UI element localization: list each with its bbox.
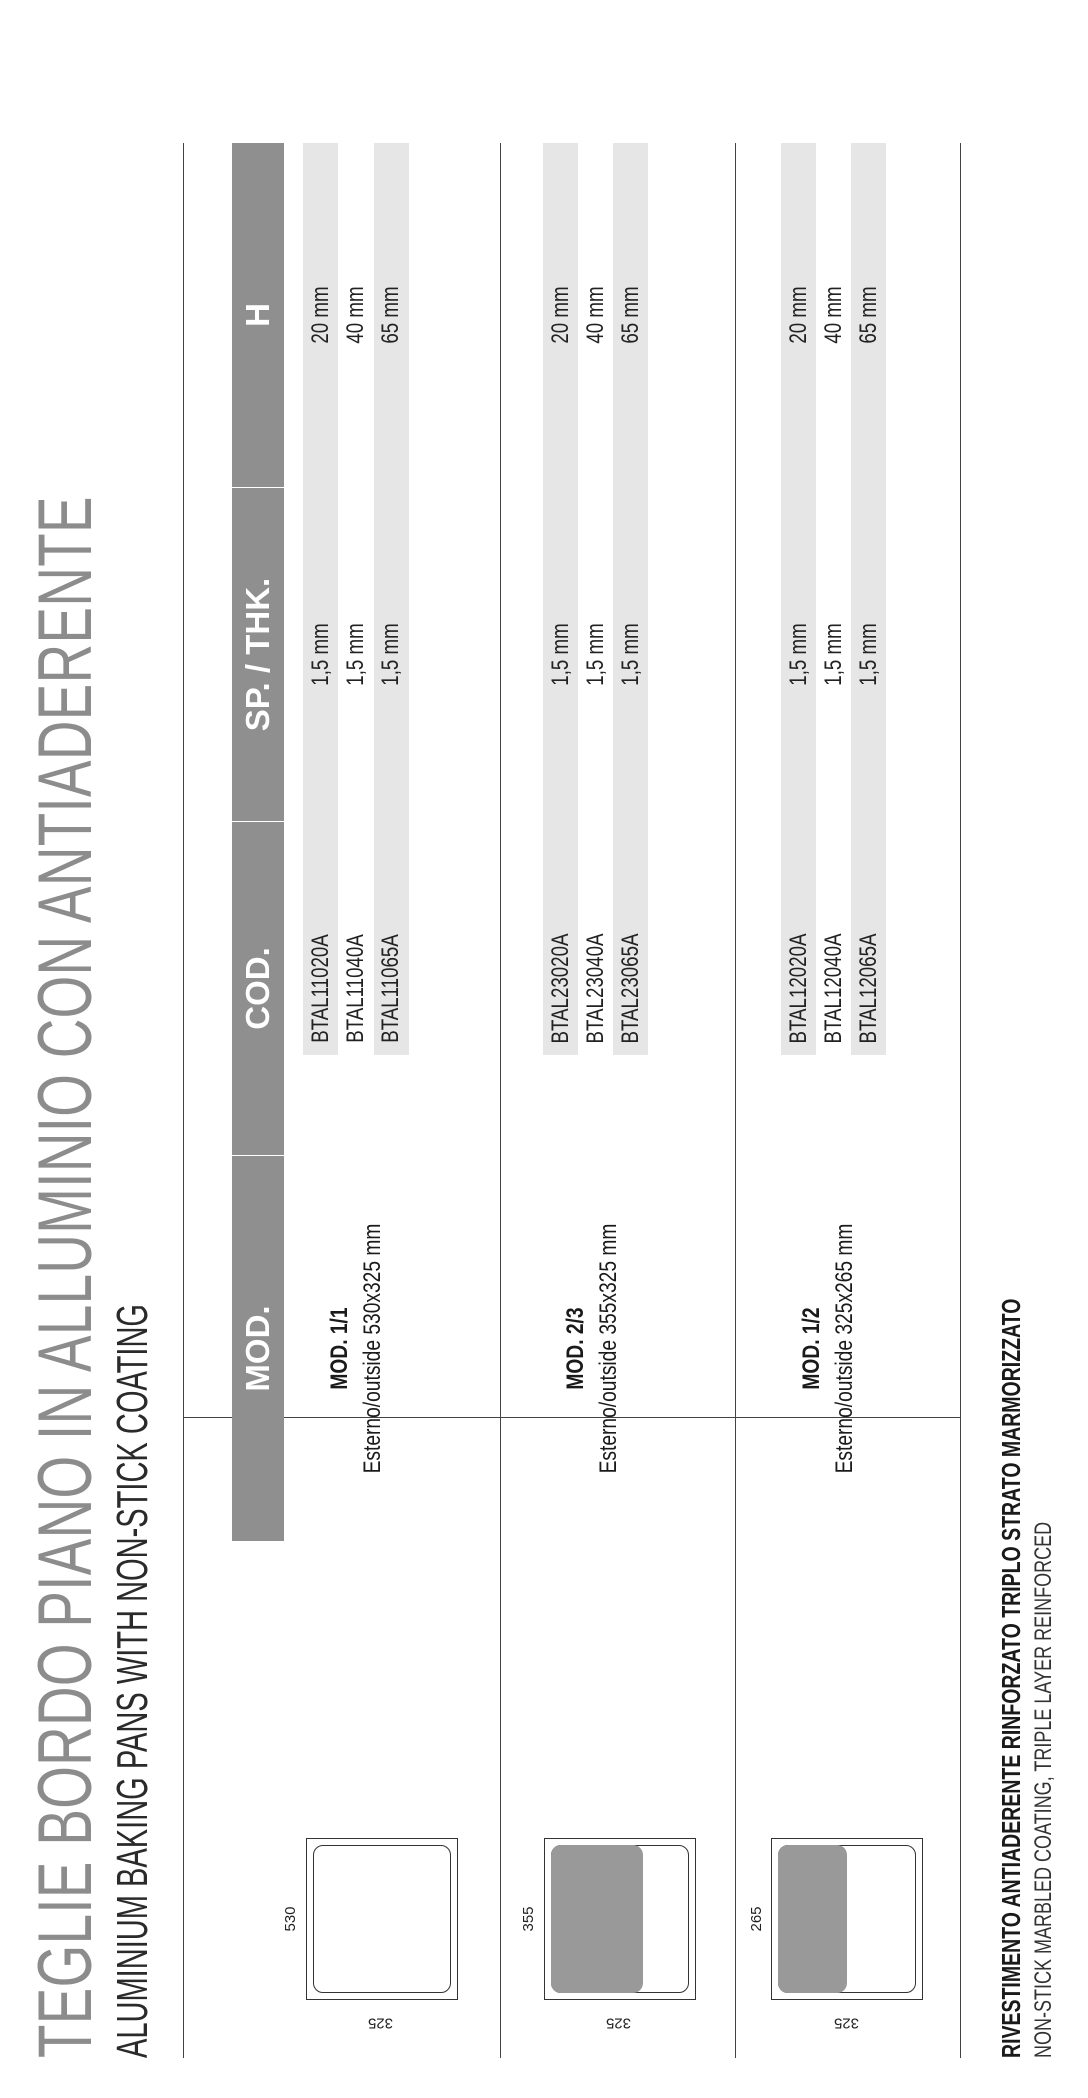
table-cell-h: 40 mm	[582, 286, 609, 344]
dim-height-label: 325	[833, 2014, 860, 2032]
table-cell-thk: 1,5 mm	[307, 623, 334, 686]
pan-diagram-2-3	[544, 1838, 696, 2000]
table-cell-code: BTAL23040A	[582, 933, 609, 1044]
table-cell-h: 20 mm	[307, 286, 334, 344]
mod-size: Esterno/outside 355x325 mm	[595, 1223, 622, 1474]
header-cod: COD.	[232, 822, 284, 1155]
header-h: H	[232, 143, 284, 487]
table-cell-code: BTAL12065A	[855, 933, 882, 1044]
header-mod: MOD.	[232, 1156, 284, 1541]
table-cell-h: 20 mm	[547, 286, 574, 344]
dim-width-label: 355	[520, 1906, 537, 1932]
mod-size: Esterno/outside 530x325 mm	[359, 1223, 386, 1474]
table-cell-code: BTAL12020A	[785, 933, 812, 1044]
pan-inner-outline	[313, 1845, 451, 1993]
dim-height-label: 325	[367, 2014, 394, 2032]
table-cell-thk: 1,5 mm	[582, 623, 609, 686]
page-subtitle: ALUMINIUM BAKING PANS WITH NON-STICK COATING	[108, 1303, 157, 2058]
page-title: TEGLIE BORDO PIANO IN ALLUMINIO CON ANTIADERENTE	[23, 496, 108, 2058]
table-cell-code: BTAL11040A	[342, 934, 369, 1043]
table-cell-thk: 1,5 mm	[855, 623, 882, 686]
pan-shaded-portion	[778, 1845, 847, 1993]
dim-width-label: 530	[282, 1906, 299, 1932]
rule-under-title	[183, 143, 184, 2058]
table-cell-h: 20 mm	[785, 286, 812, 344]
table-cell-code: BTAL12040A	[820, 933, 847, 1044]
table-cell-code: BTAL11020A	[307, 934, 334, 1043]
mod-name: MOD. 1/2	[798, 1307, 825, 1390]
pan-diagram-1-2	[771, 1838, 923, 2000]
table-cell-code: BTAL11065A	[377, 934, 404, 1043]
pan-diagram-1-1	[306, 1838, 458, 2000]
table-cell-thk: 1,5 mm	[785, 623, 812, 686]
header-thk: SP. / THK.	[232, 488, 284, 821]
dim-width-label: 265	[748, 1906, 765, 1932]
table-cell-code: BTAL23020A	[547, 933, 574, 1044]
table-cell-h: 65 mm	[617, 286, 644, 344]
dim-height-label: 325	[605, 2014, 632, 2032]
table-cell-thk: 1,5 mm	[377, 623, 404, 686]
pan-shaded-portion	[551, 1845, 643, 1993]
mod-size: Esterno/outside 325x265 mm	[831, 1223, 858, 1474]
rule-above-footer	[960, 143, 961, 2058]
table-cell-thk: 1,5 mm	[820, 623, 847, 686]
table-cell-thk: 1,5 mm	[342, 623, 369, 686]
table-cell-h: 40 mm	[342, 286, 369, 344]
footer-coating-it: RIVESTIMENTO ANTIADERENTE RINFORZATO TRIPLO STRATO MARMORIZZATO	[996, 1298, 1026, 2058]
footer-coating-en: NON-STICK MARBLED COATING, TRIPLE LAYER REINFORCED	[1030, 1521, 1057, 2058]
table-cell-code: BTAL23065A	[617, 933, 644, 1044]
mod-name: MOD. 1/1	[326, 1307, 353, 1390]
group-separator	[500, 143, 501, 2058]
table-cell-h: 40 mm	[820, 286, 847, 344]
table-cell-h: 65 mm	[377, 286, 404, 344]
table-cell-thk: 1,5 mm	[617, 623, 644, 686]
group-separator	[735, 143, 736, 2058]
table-cell-thk: 1,5 mm	[547, 623, 574, 686]
table-cell-h: 65 mm	[855, 286, 882, 344]
mod-name: MOD. 2/3	[562, 1307, 589, 1390]
